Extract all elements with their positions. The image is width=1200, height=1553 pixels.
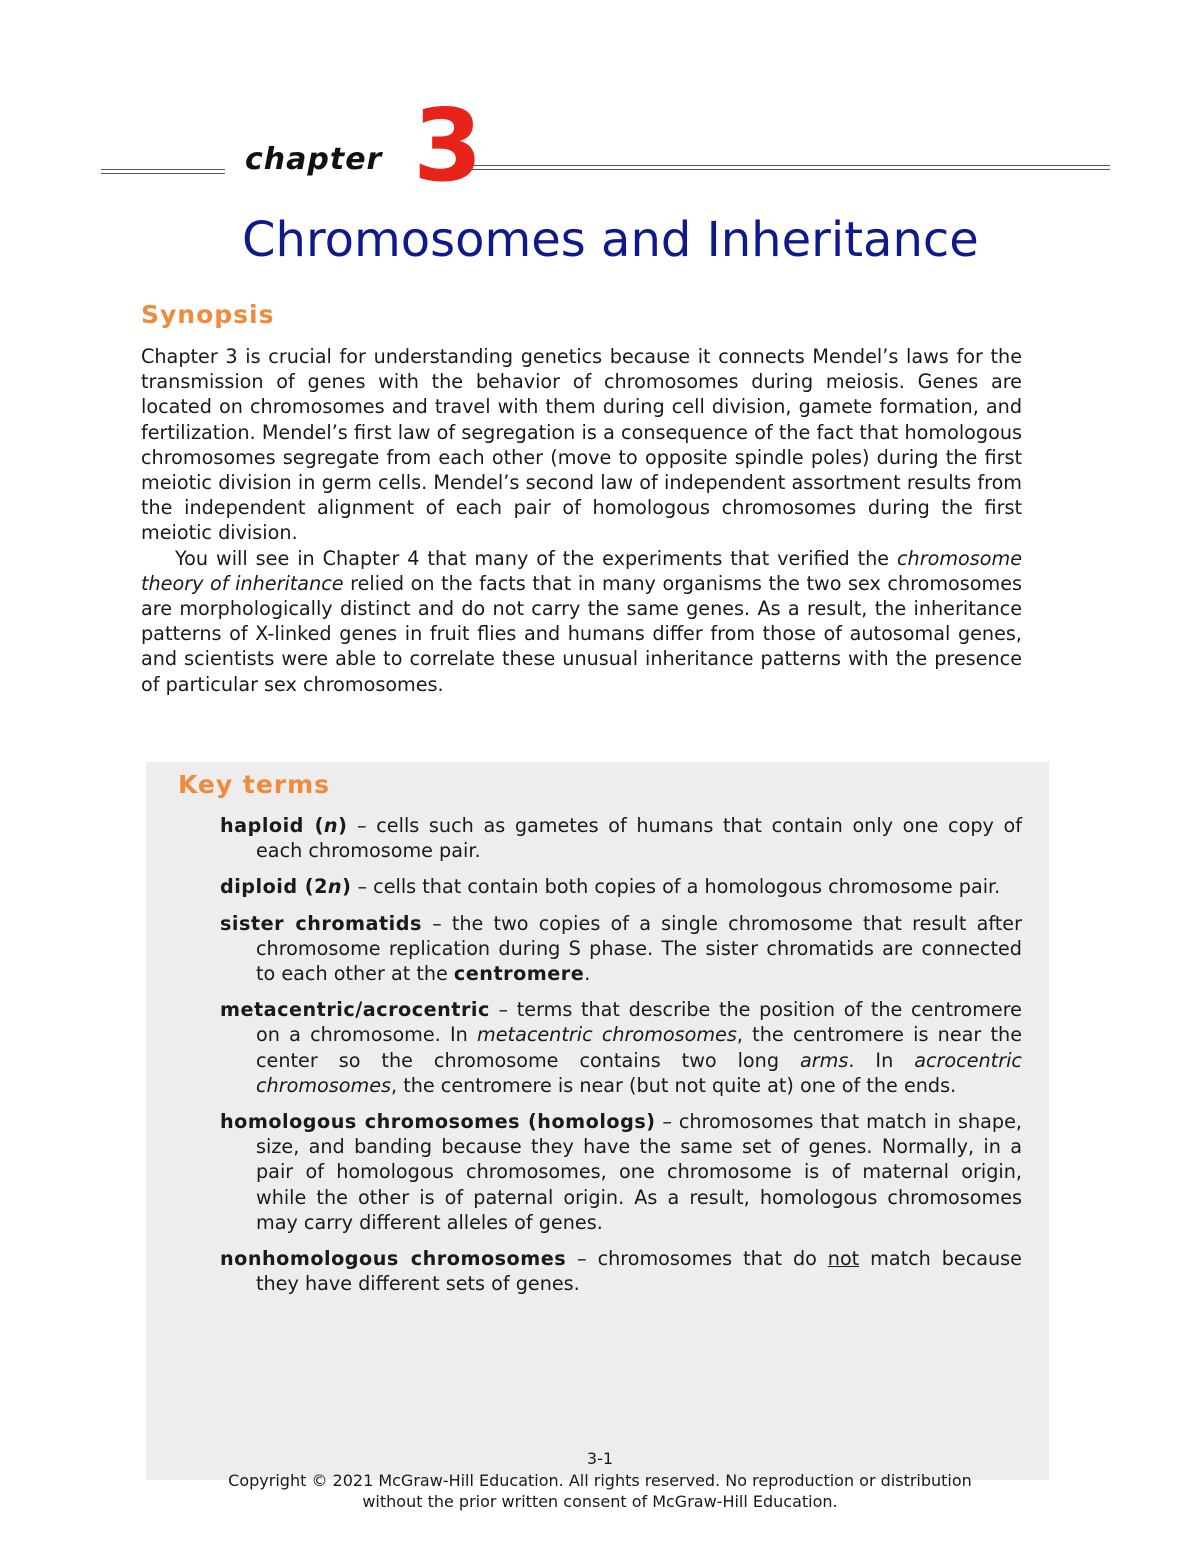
chapter-number: 3 — [413, 87, 483, 204]
term-haploid-b: ) — [338, 814, 348, 837]
term-diploid-desc: – cells that contain both copies of a homologous chromosome pair. — [351, 875, 1001, 899]
term-nonhomologous-label: nonhomologous chromosomes — [220, 1247, 567, 1271]
header-rule-right — [470, 165, 1110, 170]
term-metacentric-italic3: acrocentric chromosomes — [256, 1048, 1022, 1097]
synopsis-p2-text-end: relied on the facts that in many organisms the two sex chromosomes are morphologically distinct and do not carry the same genes. As a result, the inheritance patterns of X-linked genes in fruit flies and humans differ from those of autosomal genes, and scientists were able to correlate these unusual inheritance patterns with the presence of particular sex chromosomes. — [141, 571, 1023, 696]
term-diploid-label — [220, 875, 351, 898]
term-nonhomologous-not: not — [827, 1247, 860, 1271]
term-homologous — [220, 1109, 1022, 1235]
term-metacentric-desc4: , the centromere is near (but not quite at) one of the ends. — [391, 1073, 957, 1097]
synopsis-paragraph-1: Chapter 3 is crucial for understanding genetics because it connects Mendel’s laws for the transmission of genes with the behavior of chromosomes during meiosis. Genes are located on chromosomes and travel with them during cell division, gamete formation, and fertilization. Mendel’s first law of segregation is a consequence of the fact that homologous chromosomes segregate from each other (move to opposite spindle poles) during the first meiotic division in germ cells. Mendel’s second law of independent assortment results from the independent alignment of each pair of homologous chromosomes during the first meiotic division. — [141, 345, 1022, 545]
synopsis-body — [141, 344, 1022, 697]
term-homologous-desc: – chromosomes that match in shape, size, and banding because they have the same set of genes. Normally, in a pair of homologous chromosomes, one chromosome is of maternal origin, while the other is of paternal origin. As a result, homologous chromosomes may carry different alleles of genes. — [256, 1110, 1022, 1234]
synopsis-p2-italic: chromosome theory of inheritance — [141, 546, 1022, 595]
term-metacentric-desc1: – terms that describe the position of the centromere on a chromosome. In — [256, 998, 1022, 1047]
term-haploid-desc: – cells such as gametes of humans that contain only one copy of each chromosome pair. — [256, 814, 1022, 863]
term-sister-centromere: centromere — [453, 962, 585, 986]
term-metacentric-desc2: , the centromere is near the center so the chromosome contains two long — [256, 1023, 1022, 1072]
term-haploid-n: n — [323, 814, 339, 837]
term-metacentric-italic1: metacentric chromosomes — [477, 1023, 737, 1047]
term-nonhomologous — [220, 1246, 1022, 1296]
term-metacentric-label: metacentric/acrocentric — [220, 998, 490, 1022]
header-rule-left — [101, 169, 225, 174]
term-metacentric-italic2: arms — [800, 1048, 849, 1072]
term-homologous-label: homologous chromosomes (homologs) — [220, 1110, 656, 1134]
term-diploid-b: ) — [342, 875, 352, 899]
term-metacentric — [220, 997, 1022, 1098]
synopsis-heading: Synopsis — [141, 300, 275, 329]
chapter-label: chapter — [245, 142, 383, 177]
key-terms-heading: Key terms — [178, 770, 331, 799]
term-haploid-a: haploid ( — [220, 814, 324, 837]
copyright-line-2: without the prior written consent of McGraw-Hill Education. — [362, 1492, 838, 1511]
copyright-notice — [0, 1470, 1200, 1512]
synopsis-paragraph-2 — [141, 546, 1022, 697]
synopsis-p2-text: You will see in Chapter 4 that many of the experiments that verified the — [175, 546, 897, 570]
term-diploid — [220, 874, 1022, 899]
term-diploid-n: n — [327, 875, 343, 899]
term-haploid-label — [220, 814, 347, 837]
key-terms-box — [146, 762, 1049, 1480]
term-sister-label: sister chromatids — [220, 911, 422, 935]
term-sister-chromatids — [220, 911, 1022, 987]
term-metacentric-desc3: . In — [848, 1048, 915, 1072]
copyright-line-1: Copyright © 2021 McGraw-Hill Education. All rights reserved. No reproduction or distribution — [228, 1471, 972, 1490]
term-sister-end: . — [584, 962, 591, 986]
term-nonhomologous-desc2: match because they have different sets of genes. — [256, 1247, 1022, 1296]
key-terms-list — [220, 813, 1022, 1307]
term-sister-desc: – the two copies of a single chromosome that result after chromosome replication during S phase. The sister chromatids are connected to each other at the — [256, 911, 1022, 986]
term-diploid-a: diploid (2 — [220, 875, 328, 899]
term-haploid — [220, 813, 1022, 863]
term-nonhomologous-desc1: – chromosomes that do — [566, 1247, 828, 1271]
page-title: Chromosomes and Inheritance — [242, 212, 979, 268]
page-number: 3-1 — [586, 1449, 614, 1468]
